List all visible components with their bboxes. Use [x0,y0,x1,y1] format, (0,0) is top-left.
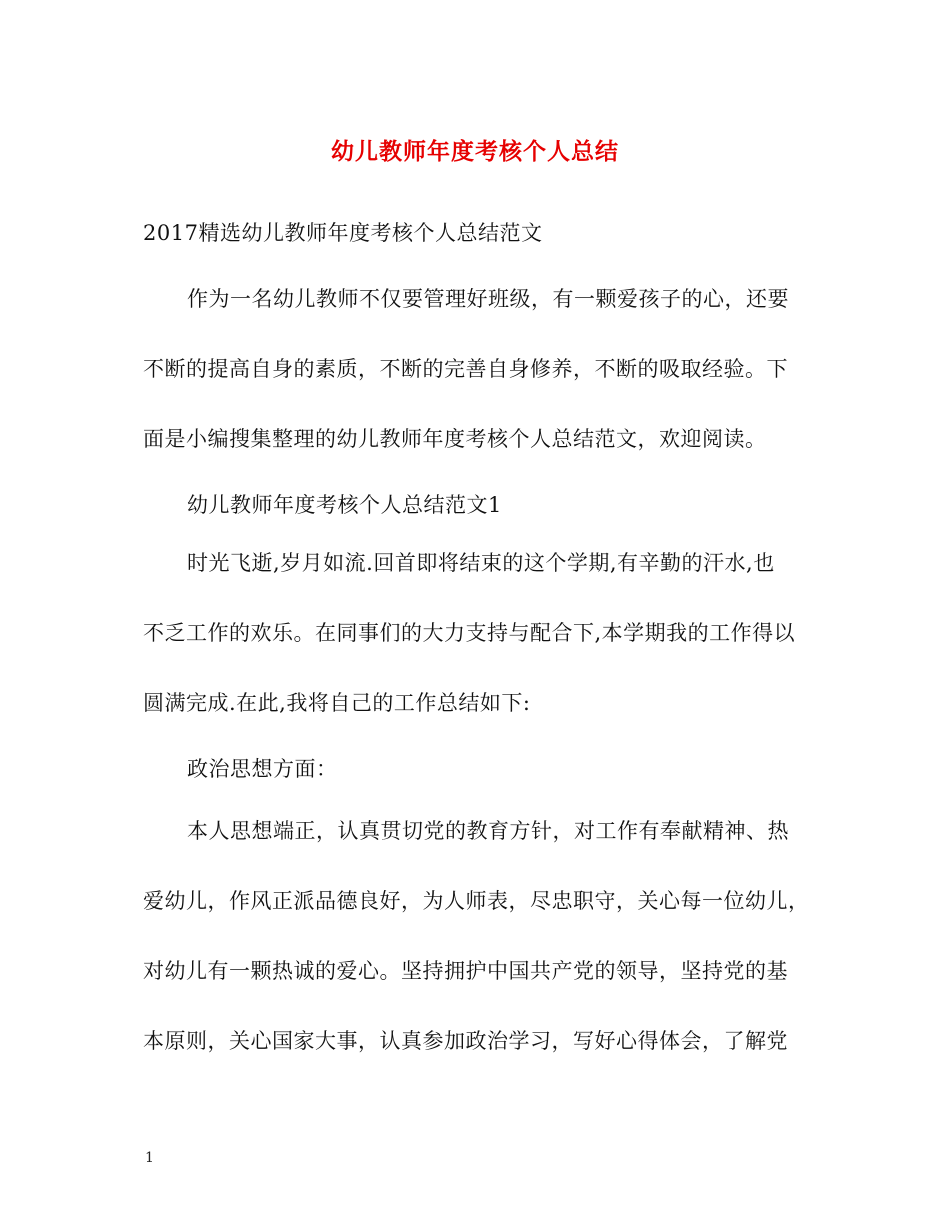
paragraph-line: 本人思想端正，认真贯切党的教育方针，对工作有奉献精神、热 [187,819,789,843]
document-title: 幼儿教师年度考核个人总结 [331,138,619,165]
paragraph-line: 时光飞逝,岁月如流.回首即将结束的这个学期,有辛勤的汗水,也 [187,551,775,575]
paragraph-line: 本原则，关心国家大事，认真参加政治学习，写好心得体会，了解党 [143,1029,788,1053]
subtitle-line: 2017精选幼儿教师年度考核个人总结范文 [143,221,543,245]
paragraph-line: 圆满完成.在此,我将自己的工作总结如下: [143,691,531,715]
paragraph-line: 面是小编搜集整理的幼儿教师年度考核个人总结范文，欢迎阅读。 [143,427,767,451]
section-heading: 政治思想方面： [187,757,338,781]
paragraph-line: 爱幼儿，作风正派品德良好，为人师表，尽忠职守，关心每一位幼儿， [143,889,810,913]
paragraph-line: 作为一名幼儿教师不仅要管理好班级，有一颗爱孩子的心，还要 [187,287,789,311]
paragraph-line: 不断的提高自身的素质，不断的完善自身修养，不断的吸取经验。下 [143,357,788,381]
paragraph-line: 对幼儿有一颗热诚的爱心。坚持拥护中国共产党的领导，坚持党的基 [143,959,788,983]
page-number: 1 [145,1150,154,1166]
paragraph-line: 不乏工作的欢乐。在同事们的大力支持与配合下,本学期我的工作得以 [143,621,796,645]
section-heading: 幼儿教师年度考核个人总结范文1 [187,493,502,517]
